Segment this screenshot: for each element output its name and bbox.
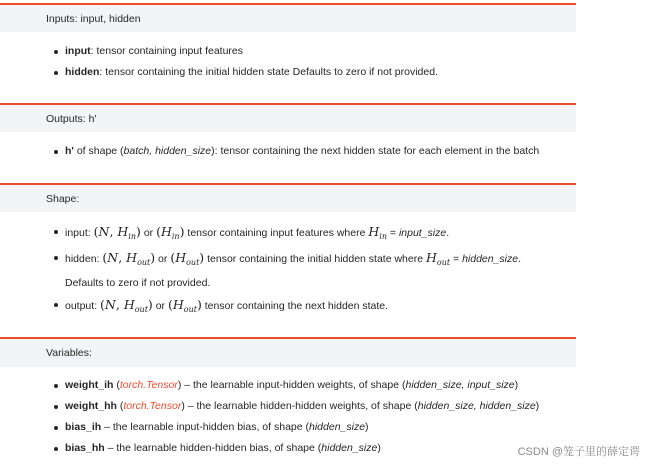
- list-item: bias_hh – the learnable hidden-hidden bias, of shape (hidden_size): [54, 438, 539, 459]
- shape-header-text: Shape:: [46, 192, 80, 205]
- watermark: CSDN @笼子里的薛定谔: [517, 446, 640, 458]
- math-n-h-in: (N, $H_{in}$): [93, 224, 141, 241]
- list-item: h' of shape (batch, hidden_size): tensor containing the next hidden state for each element in the batch: [54, 141, 539, 162]
- variables-list: [54, 375, 539, 459]
- inputs-section-header: [0, 3, 576, 32]
- shape-section-header: [0, 183, 576, 212]
- math-h-in-var: $H_{in}$: [368, 224, 387, 241]
- list-item: hidden: (N, $H_{out}$) or $(H_{out})$ tensor containing the initial hidden state where $H_{out}$ = hidden_size.: [54, 247, 521, 273]
- torch-tensor-link[interactable]: torch.Tensor: [123, 400, 182, 412]
- list-item: input: tensor containing input features: [54, 41, 438, 62]
- inputs-list: [54, 41, 438, 83]
- shape-list: [54, 221, 521, 320]
- inputs-header-text: Inputs: input, hidden: [46, 12, 141, 25]
- math-h-out: $(H_{out})$: [167, 297, 202, 314]
- list-item: weight_ih (torch.Tensor) – the learnable input-hidden weights, of shape (hidden_size, input_size): [54, 375, 539, 396]
- list-item: weight_hh (torch.Tensor) – the learnable hidden-hidden weights, of shape (hidden_size, hidden_size): [54, 396, 539, 417]
- variables-header-text: Variables:: [46, 347, 92, 359]
- outputs-section-header: [0, 103, 576, 132]
- list-item: input: (N, $H_{in}$) or $(H_{in})$ tensor containing input features where $H_{in}$ = input_size.: [54, 221, 521, 247]
- math-h-out-var: $H_{out}$: [426, 250, 451, 267]
- list-item: bias_ih – the learnable input-hidden bias, of shape (hidden_size): [54, 417, 539, 438]
- torch-tensor-link[interactable]: torch.Tensor: [119, 379, 178, 391]
- math-n-h-out: (N, $H_{out}$): [102, 250, 156, 267]
- list-item: output: (N, $H_{out}$) or $(H_{out})$ tensor containing the next hidden state.: [54, 294, 521, 320]
- outputs-header-text: Outputs: h': [46, 112, 97, 125]
- outputs-list: [54, 141, 539, 162]
- math-h-out: $(H_{out})$: [170, 250, 205, 267]
- math-h-in: $(H_{in})$: [156, 224, 185, 241]
- list-item-continuation: Defaults to zero if not provided.: [65, 277, 211, 289]
- math-n-h-out: (N, $H_{out}$): [100, 297, 153, 314]
- list-item: hidden: tensor containing the initial hidden state Defaults to zero if not provided.: [54, 62, 438, 83]
- variables-section-header: [0, 337, 576, 367]
